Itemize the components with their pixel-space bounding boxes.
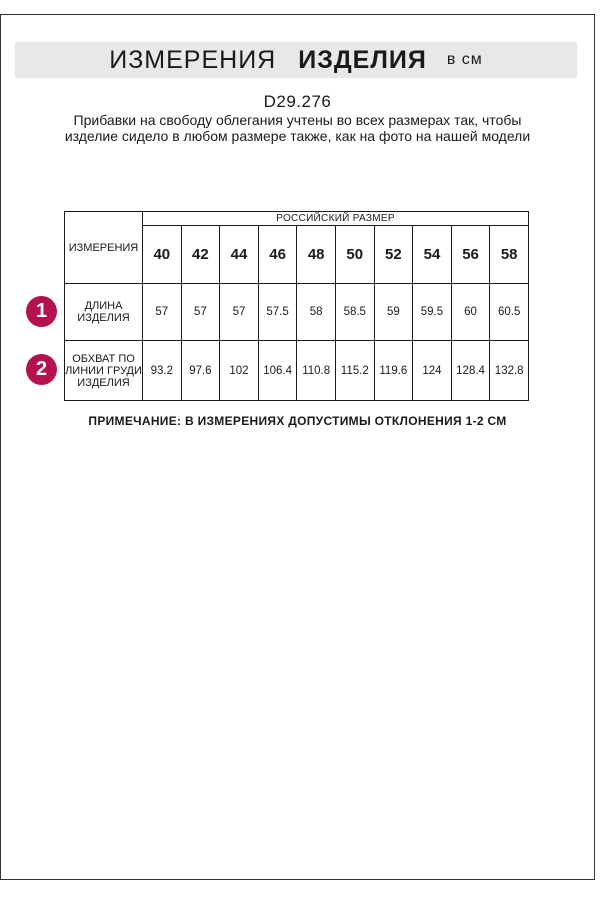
title-unit: в см (446, 51, 483, 68)
size-header-cell: 54 (413, 226, 452, 284)
size-header-cell: 52 (374, 226, 413, 284)
tolerance-remark: ПРИМЕЧАНИЕ: В ИЗМЕРЕНИЯХ ДОПУСТИМЫ ОТКЛОНЕНИЯ 1-2 СМ (88, 414, 507, 428)
article-code: D29.276 (263, 92, 332, 111)
size-header-cell: 42 (181, 226, 220, 284)
size-header-cell: 58 (490, 226, 529, 284)
value-cell: 57 (220, 284, 259, 341)
value-cell: 102 (220, 341, 259, 401)
size-header-cell: 46 (258, 226, 297, 284)
value-cell: 59.5 (413, 284, 452, 341)
badge-one: 1 (26, 296, 57, 327)
table-row (65, 341, 529, 401)
value-cell: 132.8 (490, 341, 529, 401)
value-cell: 93.2 (143, 341, 182, 401)
title-product: ИЗДЕЛИЯ (298, 45, 427, 74)
size-header-cell: 50 (335, 226, 374, 284)
value-cell: 97.6 (181, 341, 220, 401)
value-cell: 124 (413, 341, 452, 401)
measurements-table (64, 211, 529, 401)
value-cell: 57 (181, 284, 220, 341)
title-bar (15, 42, 577, 78)
row-label: ДЛИНА ИЗДЕЛИЯ (65, 284, 143, 341)
value-cell: 106.4 (258, 341, 297, 401)
title-measurements: ИЗМЕРЕНИЯ (109, 45, 277, 74)
value-cell: 57 (143, 284, 182, 341)
table-header-row (65, 212, 529, 226)
value-cell: 115.2 (335, 341, 374, 401)
value-cell: 59 (374, 284, 413, 341)
size-header-cell: 40 (143, 226, 182, 284)
table-row (65, 284, 529, 341)
fit-note: Прибавки на свободу облегания учтены во всех размерах так, чтобы изделие сидело в любом размере также, как на фото на нашей модели (64, 112, 531, 144)
size-header-cell: 44 (220, 226, 259, 284)
size-header-cell: 48 (297, 226, 336, 284)
value-cell: 60.5 (490, 284, 529, 341)
row-label: ОБХВАТ ПО ЛИНИИ ГРУДИ ИЗДЕЛИЯ (65, 341, 143, 401)
value-cell: 119.6 (374, 341, 413, 401)
russian-size-header: РОССИЙСКИЙ РАЗМЕР (143, 212, 529, 226)
value-cell: 110.8 (297, 341, 336, 401)
value-cell: 57.5 (258, 284, 297, 341)
measurements-header: ИЗМЕРЕНИЯ (65, 212, 143, 284)
value-cell: 58 (297, 284, 336, 341)
badge-two: 2 (26, 354, 57, 385)
value-cell: 128.4 (451, 341, 490, 401)
value-cell: 60 (451, 284, 490, 341)
value-cell: 58.5 (335, 284, 374, 341)
size-header-cell: 56 (451, 226, 490, 284)
